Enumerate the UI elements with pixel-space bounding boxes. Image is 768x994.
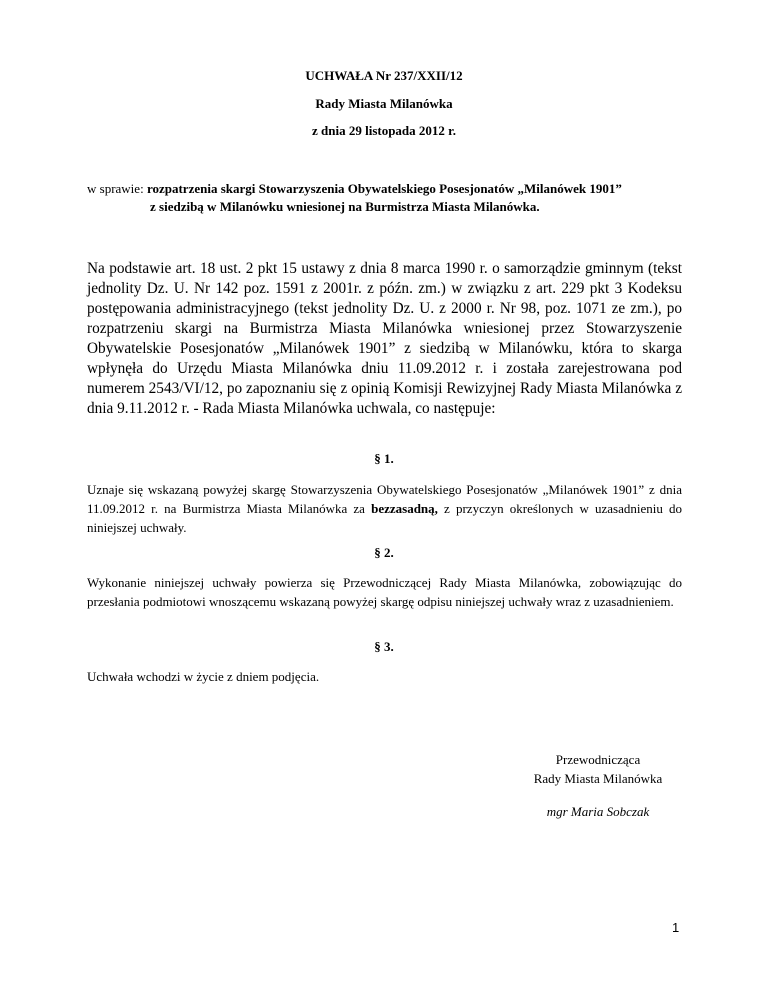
resolution-title: UCHWAŁA Nr 237/XXII/12	[305, 68, 463, 83]
subject-text-line-2: z siedzibą w Milanówku wniesionej na Burmistrza Miasta Milanówka.	[150, 199, 540, 214]
section-2-body: Wykonanie niniejszej uchwały powierza się Przewodniczącej Rady Miasta Milanówka, zobowiązując do przesłania podmiotowi wnoszącemu wskazaną powyżej skargę odpisu niniejszej uchwały wraz z uzasadnieniem.	[87, 575, 682, 609]
page-number: 1	[672, 920, 680, 935]
section-1-title: § 1.	[374, 451, 394, 466]
signature-role: Przewodnicząca	[555, 752, 641, 767]
section-2-title: § 2.	[374, 545, 394, 560]
council-name: Rady Miasta Milanówka	[315, 96, 453, 111]
subject-prefix: w sprawie:	[87, 181, 147, 196]
section-1-text-bold: bezzasadną,	[371, 501, 438, 516]
section-3-title: § 3.	[374, 639, 394, 654]
resolution-subject	[87, 180, 687, 216]
preamble: Na podstawie art. 18 ust. 2 pkt 15 ustawy z dnia 8 marca 1990 r. o samorządzie gminnym (tekst jednolity Dz. U. Nr 142 poz. 1591 z 2001r. z późn. zm.) w związku z art. 229 pkt 3 Kodeksu postępowania administracyjnego (tekst jednolity Dz. U. z 2000 r. Nr 98, poz. 1071 ze zm.), po rozpatrzeniu skargi na Burmistrza Miasta Milanówka wniesionej przez Stowarzyszenie Obywatelskie Posesjonatów „Milanówek 1901” z siedzibą w Milanówku, która to skarga wpłynęła do Urzędu Miasta Milanówka dniu 11.09.2012 r. i została zarejestrowana pod numerem 2543/VI/12, po zapoznaniu się z opinią Komisji Rewizyjnej Rady Miasta Milanówka z dnia 9.11.2012 r. - Rada Miasta Milanówka uchwala, co następuje:	[87, 260, 682, 417]
section-3-body: Uchwała wchodzi w życie z dniem podjęcia.	[87, 669, 320, 684]
resolution-date: z dnia 29 listopada 2012 r.	[312, 123, 456, 138]
signature-name: mgr Maria Sobczak	[546, 804, 650, 819]
signature-body: Rady Miasta Milanówka	[533, 771, 663, 786]
subject-text-line-1: rozpatrzenia skargi Stowarzyszenia Obywatelskiego Posesjonatów „Milanówek 1901”	[146, 181, 622, 196]
section-1-body	[87, 480, 682, 537]
section-1-text-after: z przyczyn określonych w uzasadnieniu do niniejszej uchwały.	[87, 501, 683, 535]
section-1-text-before: Uznaje się wskazaną powyżej skargę Stowarzyszenia Obywatelskiego Posesjonatów „Milanówek 1901” z dnia 11.09.2012 r. na Burmistrza Miasta Milanówka za	[87, 482, 682, 516]
